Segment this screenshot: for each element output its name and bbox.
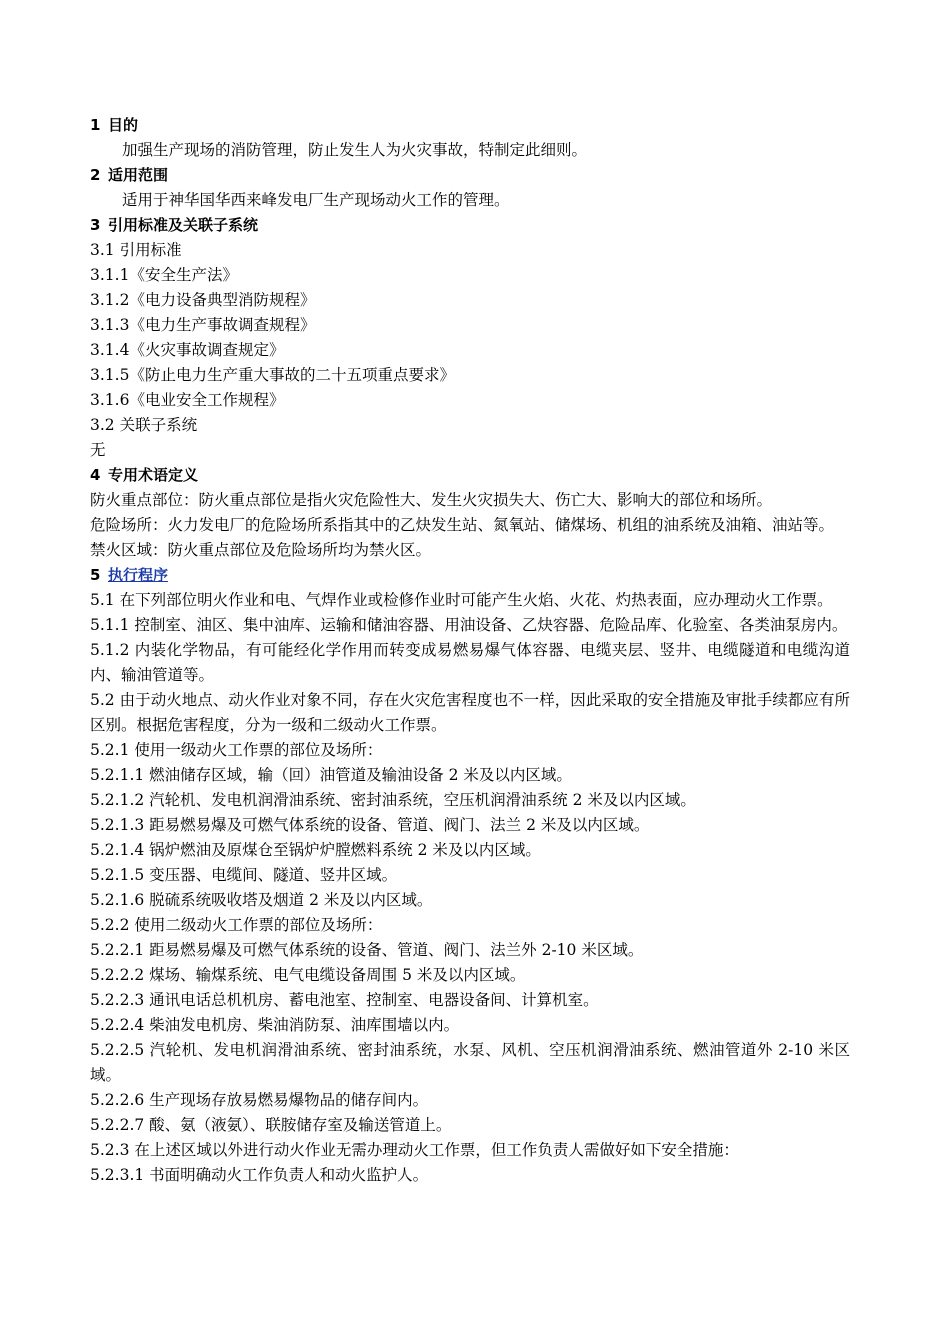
paragraph-5-2-1-5: 5.2.1.5 变压器、电缆间、隧道、竖井区域。 bbox=[90, 866, 398, 884]
reference-item: 3.1.1《安全生产法》 bbox=[90, 266, 238, 284]
section-number: 2 bbox=[90, 166, 101, 184]
paragraph-5-2-2: 5.2.2 使用二级动火工作票的部位及场所： bbox=[90, 916, 383, 934]
section-2-heading bbox=[90, 163, 850, 188]
paragraph-5-2-2-5: 5.2.2.5 汽轮机、发电机润滑油系统、密封油系统，水泵、风机、空压机润滑油系统、燃油管道外 2-10 米区域。 bbox=[90, 1041, 850, 1084]
paragraph-5-2-1-1: 5.2.1.1 燃油储存区域，输（回）油管道及输油设备 2 米及以内区域。 bbox=[90, 766, 572, 784]
paragraph-5-2-1-6: 5.2.1.6 脱硫系统吸收塔及烟道 2 米及以内区域。 bbox=[90, 891, 433, 909]
definition-no-fire-zone: 禁火区域：防火重点部位及危险场所均为禁火区。 bbox=[90, 541, 432, 559]
section-number: 3 bbox=[90, 216, 101, 234]
paragraph-5-2-1-4: 5.2.1.4 锅炉燃油及原煤仓至锅炉炉膛燃料系统 2 米及以内区域。 bbox=[90, 841, 541, 859]
section-number: 5 bbox=[90, 566, 101, 584]
subsection-3-2-text: 无 bbox=[90, 441, 106, 459]
definition-fire-key-area: 防火重点部位：防火重点部位是指火灾危险性大、发生火灾损失大、伤亡大、影响大的部位和场所。 bbox=[90, 491, 773, 509]
paragraph-5-2-1-3: 5.2.1.3 距易燃易爆及可燃气体系统的设备、管道、阀门、法兰 2 米及以内区域。 bbox=[90, 816, 650, 834]
section-title: 适用范围 bbox=[108, 166, 169, 184]
section-title: 引用标准及关联子系统 bbox=[108, 216, 259, 234]
paragraph-5-2-3: 5.2.3 在上述区域以外进行动火作业无需办理动火工作票，但工作负责人需做好如下安全措施： bbox=[90, 1141, 739, 1159]
section-3-heading bbox=[90, 213, 850, 238]
section-5-heading bbox=[90, 563, 850, 588]
paragraph-5-2-1: 5.2.1 使用一级动火工作票的部位及场所： bbox=[90, 741, 383, 759]
subsection-3-2: 3.2 关联子系统 bbox=[90, 416, 198, 434]
paragraph-5-1: 5.1 在下列部位明火作业和电、气焊作业或检修作业时可能产生火焰、火花、灼热表面，应办理动火工作票。 bbox=[90, 591, 833, 609]
section-5-title-link[interactable]: 执行程序 bbox=[108, 566, 169, 584]
section-4-heading bbox=[90, 463, 850, 488]
paragraph-5-2-2-1: 5.2.2.1 距易燃易爆及可燃气体系统的设备、管道、阀门、法兰外 2-10 米区域。 bbox=[90, 941, 644, 959]
reference-item: 3.1.4《火灾事故调查规定》 bbox=[90, 341, 285, 359]
reference-item: 3.1.5《防止电力生产重大事故的二十五项重点要求》 bbox=[90, 366, 455, 384]
paragraph-5-2-3-1: 5.2.3.1 书面明确动火工作负责人和动火监护人。 bbox=[90, 1166, 429, 1184]
paragraph-5-2-1-2: 5.2.1.2 汽轮机、发电机润滑油系统、密封油系统，空压机润滑油系统 2 米及以内区域。 bbox=[90, 791, 696, 809]
paragraph-5-2-2-3: 5.2.2.3 通讯电话总机机房、蓄电池室、控制室、电器设备间、计算机室。 bbox=[90, 991, 599, 1009]
paragraph-5-2-2-6: 5.2.2.6 生产现场存放易燃易爆物品的储存间内。 bbox=[90, 1091, 429, 1109]
paragraph-5-2: 5.2 由于动火地点、动火作业对象不同，存在火灾危害程度也不一样，因此采取的安全措施及审批手续都应有所区别。根据危害程度，分为一级和二级动火工作票。 bbox=[90, 691, 850, 734]
paragraph-5-1-2: 5.1.2 内装化学物品，有可能经化学作用而转变成易燃易爆气体容器、电缆夹层、竖井、电缆隧道和电缆沟道内、输油管道等。 bbox=[90, 641, 850, 684]
section-2-text: 适用于神华国华西来峰发电厂生产现场动火工作的管理。 bbox=[122, 191, 510, 209]
reference-item: 3.1.6《电业安全工作规程》 bbox=[90, 391, 285, 409]
section-title: 目的 bbox=[108, 116, 139, 134]
reference-item: 3.1.3《电力生产事故调查规程》 bbox=[90, 316, 316, 334]
paragraph-5-2-2-2: 5.2.2.2 煤场、输煤系统、电气电缆设备周围 5 米及以内区域。 bbox=[90, 966, 526, 984]
section-number: 1 bbox=[90, 116, 101, 134]
document-body bbox=[90, 113, 850, 1188]
section-1-heading bbox=[90, 113, 850, 138]
section-number: 4 bbox=[90, 466, 101, 484]
paragraph-5-2-2-4: 5.2.2.4 柴油发电机房、柴油消防泵、油库围墙以内。 bbox=[90, 1016, 460, 1034]
section-title: 专用术语定义 bbox=[108, 466, 199, 484]
definition-dangerous-area: 危险场所：火力发电厂的危险场所系指其中的乙炔发生站、氮氧站、储煤场、机组的油系统及油箱、油站等。 bbox=[90, 516, 835, 534]
paragraph-5-2-2-7: 5.2.2.7 酸、氨（液氨）、联胺储存室及输送管道上。 bbox=[90, 1116, 452, 1134]
reference-item: 3.1.2《电力设备典型消防规程》 bbox=[90, 291, 316, 309]
paragraph-5-1-1: 5.1.1 控制室、油区、集中油库、运输和储油容器、用油设备、乙炔容器、危险品库、化验室、各类油泵房内。 bbox=[90, 616, 848, 634]
subsection-3-1: 3.1 引用标准 bbox=[90, 241, 182, 259]
section-1-text: 加强生产现场的消防管理，防止发生人为火灾事故，特制定此细则。 bbox=[122, 141, 588, 159]
